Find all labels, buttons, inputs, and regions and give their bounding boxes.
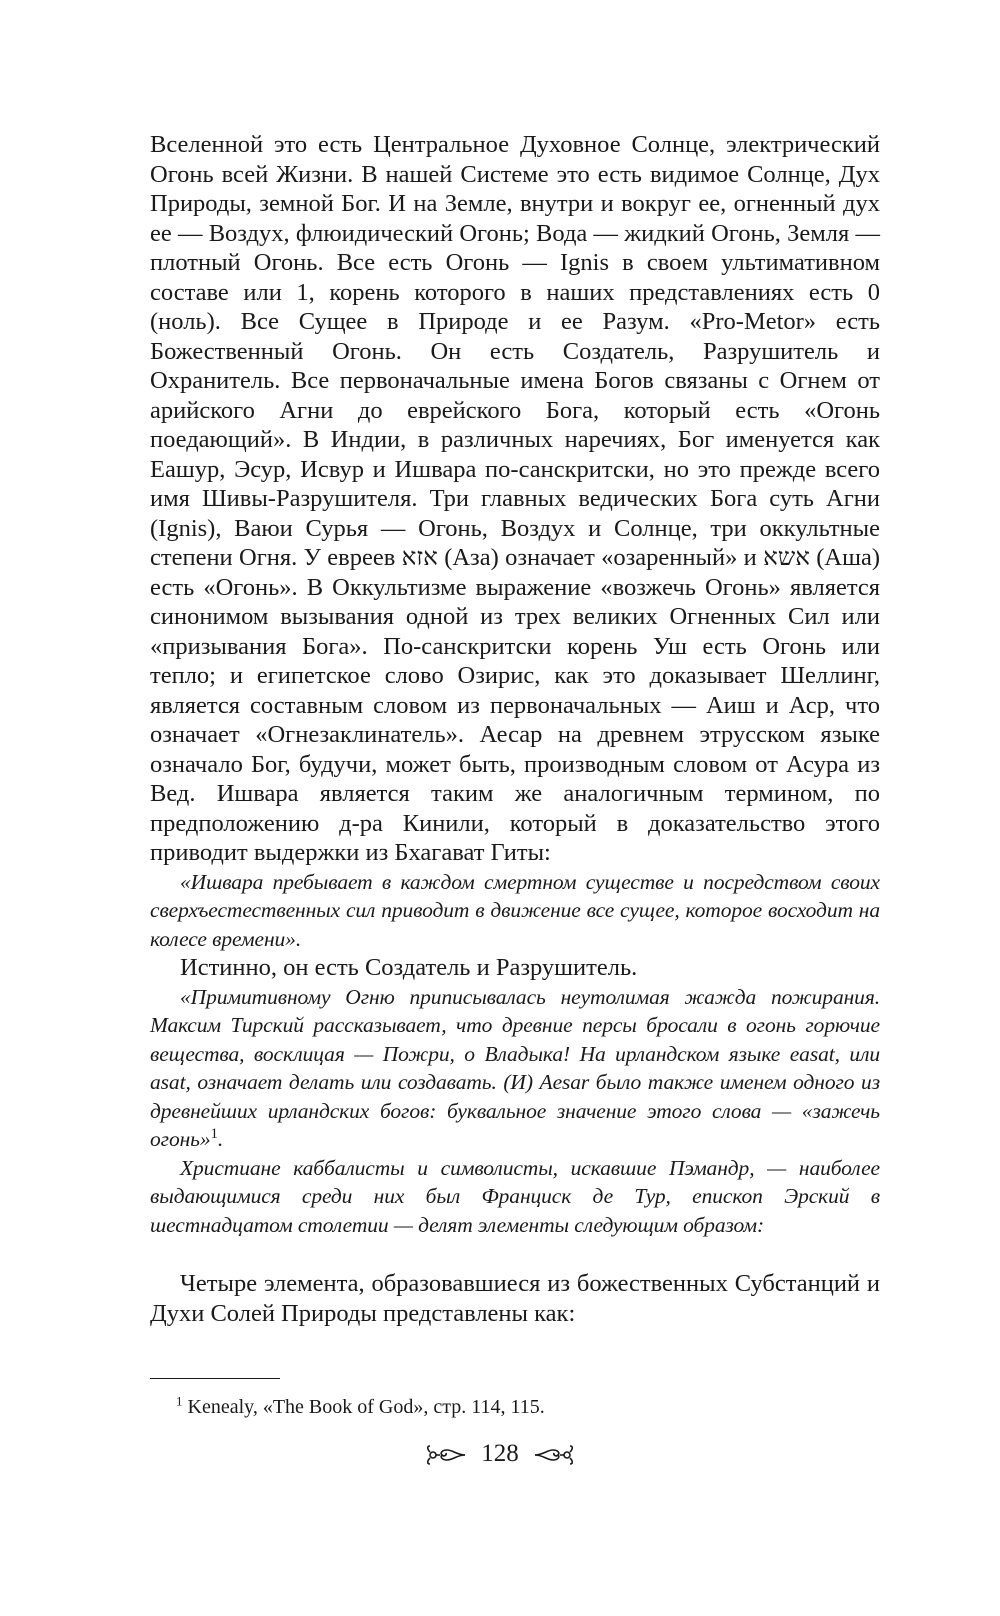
quote-text: «Примитивному Огню приписывалась неутолимая жажда пожирания. Максим Тирский рассказывает, что древние персы бросали в огонь горючие вещества, восклицая — Пожри, о Владыка! На ирландском языке easat, или asat, означает делать или создавать. (И) Aesar было также именем одного из древнейших ирландских богов: буквальное значение этого слова — «зажечь огонь» [150, 984, 880, 1151]
quote-ishvara: «Ишвара пребывает в каждом смертном существе и посредством своих сверхъестественных сил приводит в движение все сущее, которое восходит на колесе времени». [150, 869, 880, 951]
ornament-left-icon [425, 1444, 467, 1466]
quote-kabbalists: Христиане каббалисты и символисты, искавшие Пэмандр, — наиболее выдающимися среди них был Франциск де Тур, епископ Эрский в шестнадцатом столетии — делят элементы следующим образом: [150, 1155, 880, 1237]
quote-primitive-fire [150, 983, 880, 1154]
footnote-reference: 1 [210, 1125, 218, 1142]
page-number: 128 [481, 1440, 519, 1467]
body-text [150, 130, 880, 1328]
ornament-right-icon [533, 1444, 575, 1466]
paragraph-2: Истинно, он есть Создатель и Разрушитель. [180, 954, 638, 981]
footnote [176, 1394, 876, 1420]
quote-end-punct: . [217, 1127, 224, 1151]
footnote-text: Kenealy, «The Book of God», стр. 114, 115. [187, 1396, 545, 1418]
paragraph-3: Четыре элемента, образовавшиеся из божественных Субстанций и Духи Солей Природы представлены как: [150, 1270, 880, 1327]
page-number-block [0, 1438, 1000, 1470]
footnote-marker: 1 [176, 1393, 183, 1409]
footnote-divider [150, 1378, 280, 1379]
paragraph-1: Вселенной это есть Центральное Духовное Солнце, электрический Огонь всей Жизни. В нашей Системе это есть видимое Солнце, Дух Природы, земной Бог. И на Земле, внутри и вокруг ее, огненный дух ее — Воздух, флюидический Огонь; Вода — жидкий Огонь, Земля — плотный Огонь. Все есть Огонь — Ignis в своем ультимативном составе или 1, корень которого в наших представлениях есть 0 (ноль). Все Сущее в Природе и ее Разум. «Pro-Metor» есть Божественный Огонь. Он есть Создатель, Разрушитель и Охранитель. Все первоначальные имена Богов связаны с Огнем от арийского Агни до еврейского Бога, который есть «Огонь поедающий». В Индии, в различных наречиях, Бог именуется как Еашур, Эсур, Исвур и Ишвара по-санскритски, но это прежде всего имя Шивы-Разрушителя. Три главных ведических Бога суть Агни (Ignis), Ваюи Сурья — Огонь, Воздух и Солнце, три оккультные степени Огня. У евреев אזא (Аза) означает «озаренный» и אשא (Аша) есть «Огонь». В Оккультизме выражение «возжечь Огонь» является синонимом вызывания одной из трех великих Огненных Сил или «призывания Бога». По-санскритски корень Уш есть Огонь или тепло; и египетское слово Озирис, как это доказывает Шеллинг, является составным словом из первоначальных — Аиш и Аср, что означает «Огнезаклинатель». Аесар на древнем этрусском языке означало Бог, будучи, может быть, производным словом от Асура из Вед. Ишвара является таким же аналогичным термином, по предположению д-ра Кинили, который в доказательство этого приводит выдержки из Бхагават Гиты: [150, 131, 880, 866]
